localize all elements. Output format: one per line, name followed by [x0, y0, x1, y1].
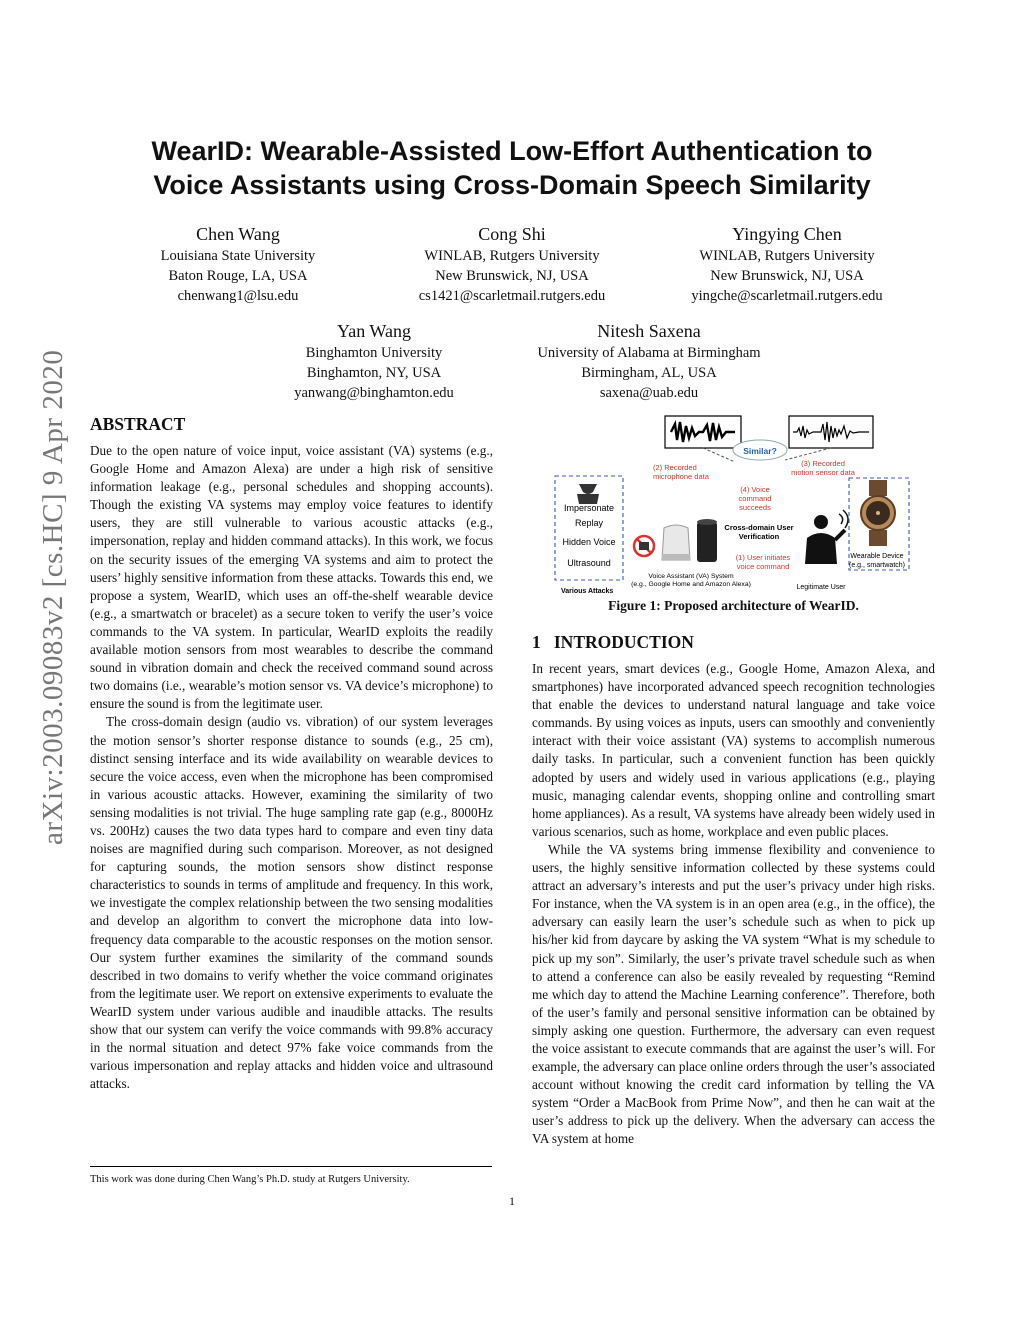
- author-location: Baton Rouge, LA, USA: [168, 268, 308, 284]
- similar-label: Similar?: [743, 446, 777, 456]
- page-number: 1: [509, 1194, 515, 1208]
- author-block: [264, 319, 484, 403]
- author-email: saxena@uab.edu: [599, 385, 699, 401]
- section-title: INTRODUCTION: [553, 632, 694, 652]
- author-location: New Brunswick, NJ, USA: [710, 268, 864, 284]
- google-home-icon: [662, 525, 690, 560]
- author-name: Cong Shi: [478, 224, 546, 244]
- attack-type: Ultrasound: [567, 558, 611, 568]
- attacks-box: [555, 476, 623, 580]
- wearable-label: Wearable Device (e.g., smartwatch): [848, 553, 906, 569]
- intro-paragraph: While the VA systems bring immense flexibility and convenience to users, the highly sensitive information collected by these systems could attract an adversary’s interests and put the user’s privacy under high risks. For instance, when the VA system is in an open area (e.g., in the office), the adversary can easily learn the user’s schedule such as when to pick up his/her kid from daycare by asking the VA system “What is my schedule to pick up my son”. Similarly, the user’s private travel schedule such as when to attend a conference can also be easily revealed by requesting “Remind me which day to attend the Machine Learning conference”. Therefore, both of the user’s family and personal sensitive information can be obtained by simply asking one question. Furthermore, the adversary can even request the voice assistant to execute commands that are against the user’s will. For example, the adversary can place online orders through the user’s associated account without knowing the credit card information by telling the VA system “Order a MacBook from Prime Now”, and then he can wait at the user’s address to pick up the delivery. When the adversary can access the VA system at home: [532, 841, 935, 1147]
- attacks-caption: Various Attacks: [561, 588, 614, 595]
- author-block: [392, 222, 632, 306]
- author-name: Yingying Chen: [732, 224, 842, 244]
- author-email: chenwang1@lsu.edu: [177, 288, 299, 304]
- motion-sensor-waveform: [789, 416, 873, 448]
- title-line-2: Voice Assistants using Cross-Domain Speech Similarity: [153, 170, 871, 200]
- microphone-waveform: [665, 416, 741, 448]
- footnote-divider: [90, 1166, 492, 1167]
- author-location: Binghamton, NY, USA: [306, 365, 442, 381]
- author-affiliation: WINLAB, Rutgers University: [424, 248, 600, 264]
- author-affiliation: University of Alabama at Birmingham: [537, 345, 761, 361]
- abstract-heading: ABSTRACT: [90, 414, 186, 434]
- paper-title: [0, 134, 1024, 202]
- author-affiliation: Louisiana State University: [160, 248, 316, 264]
- intro-paragraph: In recent years, smart devices (e.g., Google Home, Amazon Alexa, and smartphones) have incorporated advanced speech recognition technologies that enable the devices to understand natural language and take voice commands. By using voices as inputs, users can smoothly and conveniently interact with their voice assistant (VA) systems to accomplish numerous daily tasks. In particular, such a convenient function has been quickly adopted by users and widely used in various applications (e.g., playing music, managing calendar events, shopping online and controlling smart home appliances). As a result, VA systems have already been widely used in various scenarios, such as home, workplace and even public places.: [532, 661, 935, 839]
- amazon-alexa-icon: [697, 519, 717, 562]
- attack-type: Hidden Voice: [562, 537, 616, 547]
- author-email: yingche@scarletmail.rutgers.edu: [691, 288, 883, 304]
- section-number: 1: [532, 632, 541, 652]
- architecture-diagram: [553, 414, 913, 604]
- author-block: [138, 222, 338, 306]
- abstract-paragraph: The cross-domain design (audio vs. vibration) of our system leverages the motion sensor’s shorter response distance to sounds (e.g., 25 cm), distinct sensing interface and its wide availability on wearable devices to secure the voice access, even when the microphone has been compromised in various acoustic attacks. However, examining the similarity of two sensing modalities is not trivial. The huge sampling rate gap (e.g., 8000Hz vs. 200Hz) causes the two data types hard to compare and even tiny data noises are magnified during such comparison. Moreover, as not designed for capturing sounds, the motion sensors show distinct response characteristics to sounds in terms of amplitude and frequency. In this work, we investigate the complex relationship between the two sensing modalities and develop an algorithm to convert the microphone data into low-frequency data comparable to the acoustic responses on the motion sensor. Our system further examines the similarity of the command sounds described in two domains to verify whether the voice command originates from the legitimate user. We report on extensive experiments to evaluate the WearID system under various audible and inaudible attacks. The results show that our system can verify the voice commands with 99.8% accuracy in the normal situation and detect 97% fake voice commands from the various impersonation and replay attacks and hidden voice and ultrasound attacks.: [90, 714, 493, 1092]
- left-column: [90, 412, 493, 1093]
- author-email: yanwang@binghamton.edu: [294, 385, 454, 401]
- author-block: [514, 319, 784, 403]
- user-icon: [805, 510, 848, 564]
- no-entry-icon: [634, 536, 654, 556]
- va-system-label: Voice Assistant (VA) System (e.g., Google Home and Amazon Alexa): [631, 573, 751, 588]
- author-name: Yan Wang: [337, 321, 411, 341]
- user-initiates-label: (1) User initiates voice command: [735, 553, 791, 571]
- author-location: Birmingham, AL, USA: [581, 365, 717, 381]
- mic-data-label: (2) Recorded microphone data: [653, 463, 709, 481]
- section-heading: [532, 630, 935, 654]
- attack-type: Impersonate: [563, 503, 615, 513]
- legitimate-user-label: Legitimate User: [796, 584, 846, 591]
- author-block: [667, 222, 907, 306]
- motion-data-label: (3) Recorded motion sensor data: [791, 459, 855, 477]
- attack-type: Replay: [574, 518, 604, 528]
- author-affiliation: WINLAB, Rutgers University: [699, 248, 875, 264]
- architecture-figure: [553, 414, 913, 604]
- title-line-1: WearID: Wearable-Assisted Low-Effort Authentication to: [151, 136, 873, 166]
- figure-caption: Figure 1: Proposed architecture of WearID.: [608, 598, 859, 613]
- footnote: This work was done during Chen Wang’s Ph.D. study at Rutgers University.: [90, 1174, 410, 1185]
- author-affiliation: Binghamton University: [305, 345, 443, 361]
- verification-label: Cross-domain User Verification: [724, 523, 794, 541]
- voice-command-label: (4) Voice command succeeds: [738, 485, 772, 512]
- abstract-paragraph: Due to the open nature of voice input, voice assistant (VA) systems (e.g., Google Home and Amazon Alexa) are under a high risk of sensitive information leakage (e.g., personal schedules and shopping accounts). Though the existing VA systems may employ voice features to identify users, they are still vulnerable to various acoustic attacks (e.g., impersonation, replay and hidden command attacks). In this work, we focus on the security issues of the emerging VA systems and aim to protect the users’ highly sensitive information from these attacks. Towards this end, we propose a system, WearID, which uses an off-the-shelf wearable device (e.g., a smartwatch or bracelet) as a secure token to verify the user’s voice commands to the VA system. In particular, WearID exploits the readily available motion sensors from most wearables to describe the command sound in vibration domain and check the received command sound across two domains (i.e., wearable’s motion sensor vs. VA device’s microphone) to ensure the sound is from the legitimate user.: [90, 443, 493, 712]
- author-name: Nitesh Saxena: [597, 321, 701, 341]
- author-location: New Brunswick, NJ, USA: [435, 268, 589, 284]
- author-email: cs1421@scarletmail.rutgers.edu: [418, 288, 606, 304]
- arxiv-identifier: arXiv:2003.09083v2 [cs.HC] 9 Apr 2020: [37, 349, 69, 845]
- author-name: Chen Wang: [196, 224, 280, 244]
- spy-icon: [577, 484, 599, 504]
- right-column: [532, 630, 935, 1149]
